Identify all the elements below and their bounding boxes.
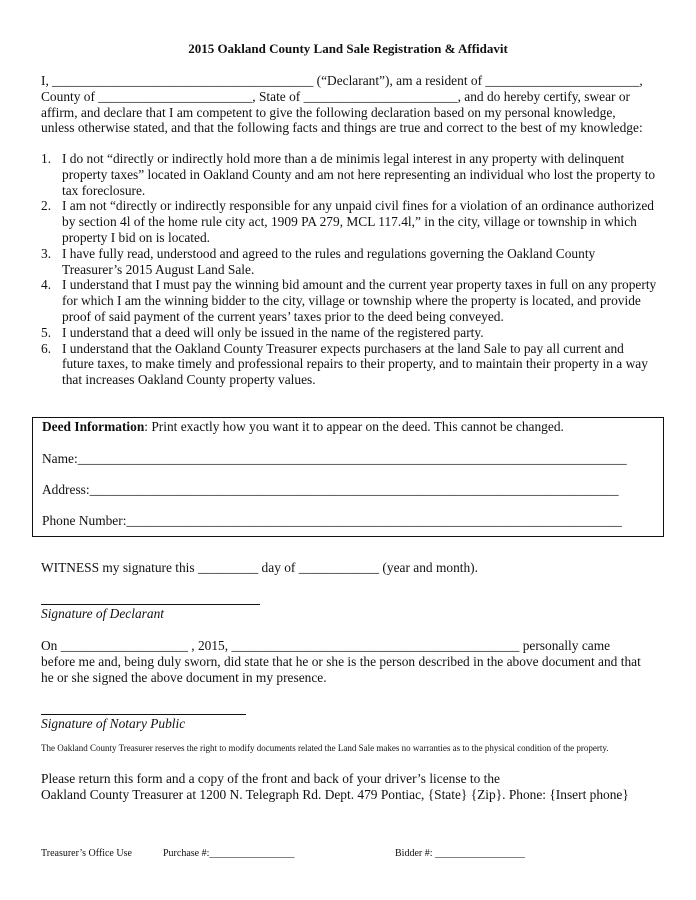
declaration-text: I have fully read, understood and agreed to the rules and regulations governing the Oakland County Treasurer’s 2015 August Land Sale. [62,245,596,277]
declaration-item: 4. I understand that I must pay the winning bid amount and the current year property taxes in full on any property for which I am the winning bidder to the city, village or township where the property is located, and provide proof of said payment of the current years’ taxes prior to the deed being conveyed. [41,277,657,324]
form-title: 2015 Oakland County Land Sale Registration & Affidavit [188,41,508,56]
notary-line-3: he or she signed the above document in my presence. [41,669,327,685]
disclaimer-text: The Oakland County Treasurer reserves the right to modify documents related the Land Sale makes no warranties as to the physical condition of the property. [41,743,609,753]
declaration-item: 5. I understand that a deed will only be issued in the name of the registered party. [41,324,484,340]
deed-instruction: : Print exactly how you want it to appear on the deed. This cannot be changed. [144,419,564,434]
deed-address-field[interactable]: Address:_______________________________________________________________________________ [42,482,619,497]
declaration-item: 6. I understand that the Oakland County Treasurer expects purchasers at the land Sale to pay all current and future taxes, to make timely and professional repairs to their property, and to maintain their property in a way that increases Oakland County property values. [41,340,648,388]
deed-header [42,419,564,435]
declaration-item: 3. I have fully read, understood and agreed to the rules and regulations governing the Oakland County Treasurer’s 2015 August Land Sale. [41,245,596,277]
notary-paragraph [41,638,657,685]
intro-line-2: County of _______________________, State of _______________________, and do hereby certify, swear or [41,88,630,104]
purchase-number-field[interactable]: Purchase #:_________________ [163,848,295,859]
office-use-label: Treasurer’s Office Use [41,848,132,859]
declaration-item: 1. I do not “directly or indirectly hold more than a de minimis legal interest in any property with delinquent property taxes” located in Oakland County and am not here representing an individual who lost the property to tax foreclosure. [41,151,656,198]
declaration-text: I do not “directly or indirectly hold more than a de minimis legal interest in any property with delinquent property taxes” located in Oakland County and am not here representing an individual who lost the property to tax foreclosure. [62,151,656,198]
notary-signature-caption: Signature of Notary Public [41,716,186,731]
witness-statement: WITNESS my signature this _________ day of ____________ (year and month). [41,560,478,575]
declarations-list [41,151,657,388]
declaration-text: I am not “directly or indirectly responsible for any unpaid civil fines for a violation of an ordinance authorized by section 4l of the home rule city act, 1909 PA 279, MCL 117.4l,” in the city, village or township in which property I bid on is located. [62,198,654,245]
intro-line-4: unless otherwise stated, and that the following facts and things are true and correct to the best of my knowledge: [41,120,643,136]
return-line-2: Oakland County Treasurer at 1200 N. Telegraph Rd. Dept. 479 Pontiac, {State} {Zip}. Phone: {Insert phone} [41,786,629,802]
declarant-signature-line[interactable] [41,604,260,605]
deed-name-field[interactable]: Name:__________________________________________________________________________________ [42,451,627,466]
return-line-1: Please return this form and a copy of the front and back of your driver’s license to the [41,771,500,786]
intro-paragraph [41,73,657,136]
deed-phone-field[interactable]: Phone Number:__________________________________________________________________________ [42,513,622,528]
notary-line-2: before me and, being duly sworn, did state that he or she is the person described in the above document and that [41,653,641,669]
intro-line-1: I, _______________________________________ (“Declarant”), am a resident of _______________________, [41,73,643,88]
declaration-item: 2. I am not “directly or indirectly responsible for any unpaid civil fines for a violation of an ordinance authorized by section 4l of the home rule city act, 1909 PA 279, MCL 117.4l,” in the city, village or township in which property I bid on is located. [41,198,654,245]
declaration-text: I understand that I must pay the winning bid amount and the current year property taxes in full on any property for which I am the winning bidder to the city, village or township where the property is located, and provide proof of said payment of the current years’ taxes prior to the deed being conveyed. [62,277,657,324]
declaration-text: I understand that a deed will only be issued in the name of the registered party. [62,324,484,340]
notary-signature-line[interactable] [41,714,246,715]
return-instructions [41,771,657,803]
deed-heading: Deed Information [42,419,145,434]
deed-information-box [32,417,664,537]
bidder-number-field[interactable]: Bidder #: __________________ [395,848,525,859]
intro-line-3: affirm, and declare that I am competent to give the following declaration based on my personal knowledge, [41,104,616,120]
notary-line-1: On ___________________ , 2015, ___________________________________________ personally came [41,638,611,653]
declarant-signature-caption: Signature of Declarant [41,606,164,621]
declaration-text: I understand that the Oakland County Treasurer expects purchasers at the land Sale to pay all current and future taxes, to make timely and professional repairs to their property, and to maintain their property in a way that increases Oakland County property values. [62,340,648,388]
